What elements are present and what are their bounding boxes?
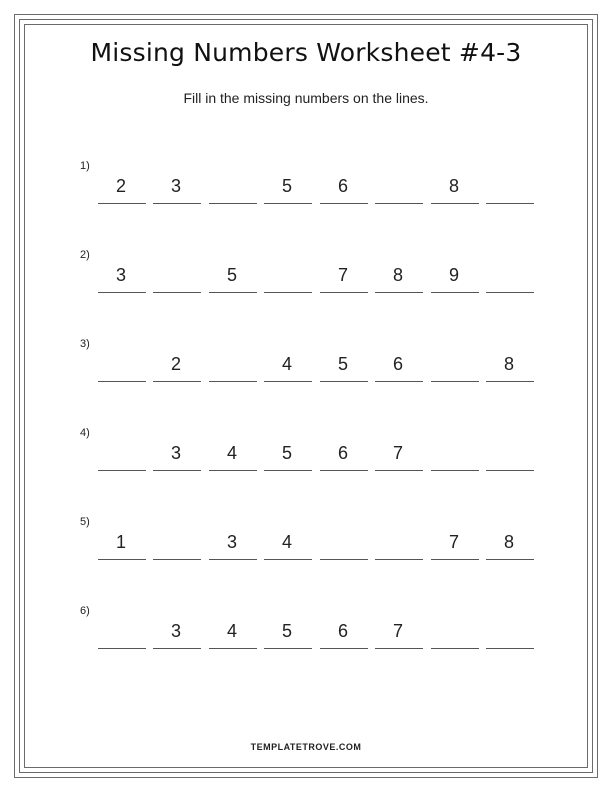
number-cell	[320, 433, 368, 473]
number-cell	[431, 166, 479, 206]
blank-answer-cell[interactable]	[486, 611, 534, 651]
number-cell	[375, 433, 423, 473]
blank-answer-cell[interactable]	[486, 166, 534, 206]
answer-line	[375, 381, 423, 382]
number-cell	[209, 611, 257, 651]
cell-value: 4	[281, 532, 292, 552]
problem-number: 3)	[80, 338, 90, 350]
problem-number: 2)	[80, 249, 90, 261]
cell-value: 7	[448, 532, 459, 552]
cell-value: 2	[115, 176, 126, 196]
cell-value: 4	[226, 621, 237, 641]
blank-answer-cell[interactable]	[431, 611, 479, 651]
answer-line	[98, 648, 146, 649]
answer-line	[486, 470, 534, 471]
cell-value: 3	[226, 532, 237, 552]
answer-line	[264, 470, 312, 471]
cell-value: 8	[392, 265, 403, 285]
number-cell	[98, 255, 146, 295]
answer-line	[153, 648, 201, 649]
problem-row	[0, 427, 612, 487]
number-cell	[209, 255, 257, 295]
number-cell	[264, 611, 312, 651]
answer-line	[320, 381, 368, 382]
number-cell	[320, 344, 368, 384]
number-cell	[375, 255, 423, 295]
answer-line	[375, 203, 423, 204]
answer-line	[264, 292, 312, 293]
cell-value: 5	[281, 443, 292, 463]
number-cell	[153, 611, 201, 651]
number-cell	[209, 433, 257, 473]
cell-value: 8	[503, 354, 514, 374]
problem-row	[0, 516, 612, 576]
problem-number: 6)	[80, 605, 90, 617]
cell-value: 6	[337, 621, 348, 641]
problem-row	[0, 605, 612, 665]
number-cell	[486, 344, 534, 384]
cell-value: 3	[115, 265, 126, 285]
cell-value: 5	[337, 354, 348, 374]
cell-value: 7	[392, 621, 403, 641]
answer-line	[486, 381, 534, 382]
cell-value: 4	[281, 354, 292, 374]
answer-line	[98, 203, 146, 204]
answer-line	[209, 470, 257, 471]
answer-line	[431, 559, 479, 560]
blank-answer-cell[interactable]	[98, 433, 146, 473]
footer-brand: TEMPLATETROVE.COM	[250, 742, 362, 752]
number-cell	[320, 166, 368, 206]
cell-value: 6	[392, 354, 403, 374]
blank-answer-cell[interactable]	[98, 344, 146, 384]
number-cell	[375, 344, 423, 384]
cell-value: 1	[115, 532, 126, 552]
answer-line	[375, 292, 423, 293]
answer-line	[375, 559, 423, 560]
blank-answer-cell[interactable]	[264, 255, 312, 295]
blank-answer-cell[interactable]	[209, 344, 257, 384]
answer-line	[153, 381, 201, 382]
number-cell	[486, 522, 534, 562]
answer-line	[431, 292, 479, 293]
answer-line	[486, 648, 534, 649]
answer-line	[486, 203, 534, 204]
answer-line	[153, 470, 201, 471]
answer-line	[98, 292, 146, 293]
answer-line	[320, 203, 368, 204]
problem-number: 5)	[80, 516, 90, 528]
cell-value: 5	[281, 621, 292, 641]
cell-value: 8	[503, 532, 514, 552]
answer-line	[486, 292, 534, 293]
cell-value: 6	[337, 443, 348, 463]
blank-answer-cell[interactable]	[153, 522, 201, 562]
number-cell	[431, 522, 479, 562]
answer-line	[264, 559, 312, 560]
worksheet-title: Missing Numbers Worksheet #4-3	[90, 38, 522, 67]
number-cell	[264, 344, 312, 384]
cell-value: 2	[170, 354, 181, 374]
answer-line	[431, 203, 479, 204]
answer-line	[431, 470, 479, 471]
problem-row	[0, 160, 612, 220]
worksheet-instructions: Fill in the missing numbers on the lines.	[183, 90, 429, 106]
number-cell	[98, 522, 146, 562]
answer-line	[320, 292, 368, 293]
cell-value: 3	[170, 176, 181, 196]
number-cell	[264, 166, 312, 206]
number-cell	[320, 611, 368, 651]
answer-line	[264, 203, 312, 204]
number-cell	[320, 255, 368, 295]
answer-line	[375, 648, 423, 649]
problem-row	[0, 338, 612, 398]
number-cell	[209, 522, 257, 562]
answer-line	[320, 559, 368, 560]
answer-line	[320, 470, 368, 471]
cell-value: 5	[281, 176, 292, 196]
cell-value: 3	[170, 443, 181, 463]
cell-value: 7	[392, 443, 403, 463]
answer-line	[431, 648, 479, 649]
cell-value: 3	[170, 621, 181, 641]
answer-line	[431, 381, 479, 382]
answer-line	[98, 559, 146, 560]
number-cell	[431, 255, 479, 295]
answer-line	[320, 648, 368, 649]
blank-answer-cell[interactable]	[209, 166, 257, 206]
answer-line	[486, 559, 534, 560]
problem-number: 4)	[80, 427, 90, 439]
answer-line	[209, 648, 257, 649]
problem-number: 1)	[80, 160, 90, 172]
number-cell	[375, 611, 423, 651]
blank-answer-cell[interactable]	[320, 522, 368, 562]
blank-answer-cell[interactable]	[98, 611, 146, 651]
answer-line	[209, 292, 257, 293]
cell-value: 8	[448, 176, 459, 196]
number-cell	[153, 166, 201, 206]
blank-answer-cell[interactable]	[431, 344, 479, 384]
number-cell	[264, 522, 312, 562]
cell-value: 4	[226, 443, 237, 463]
blank-answer-cell[interactable]	[375, 522, 423, 562]
answer-line	[98, 381, 146, 382]
number-cell	[153, 344, 201, 384]
number-cell	[264, 433, 312, 473]
cell-value: 6	[337, 176, 348, 196]
answer-line	[264, 648, 312, 649]
blank-answer-cell[interactable]	[431, 433, 479, 473]
answer-line	[153, 203, 201, 204]
blank-answer-cell[interactable]	[153, 255, 201, 295]
answer-line	[153, 559, 201, 560]
answer-line	[375, 470, 423, 471]
blank-answer-cell[interactable]	[486, 433, 534, 473]
blank-answer-cell[interactable]	[486, 255, 534, 295]
answer-line	[264, 381, 312, 382]
answer-line	[98, 470, 146, 471]
number-cell	[98, 166, 146, 206]
cell-value: 5	[226, 265, 237, 285]
blank-answer-cell[interactable]	[375, 166, 423, 206]
cell-value: 7	[337, 265, 348, 285]
answer-line	[209, 559, 257, 560]
cell-value: 9	[448, 265, 459, 285]
answer-line	[209, 203, 257, 204]
answer-line	[153, 292, 201, 293]
number-cell	[153, 433, 201, 473]
problem-row	[0, 249, 612, 309]
answer-line	[209, 381, 257, 382]
